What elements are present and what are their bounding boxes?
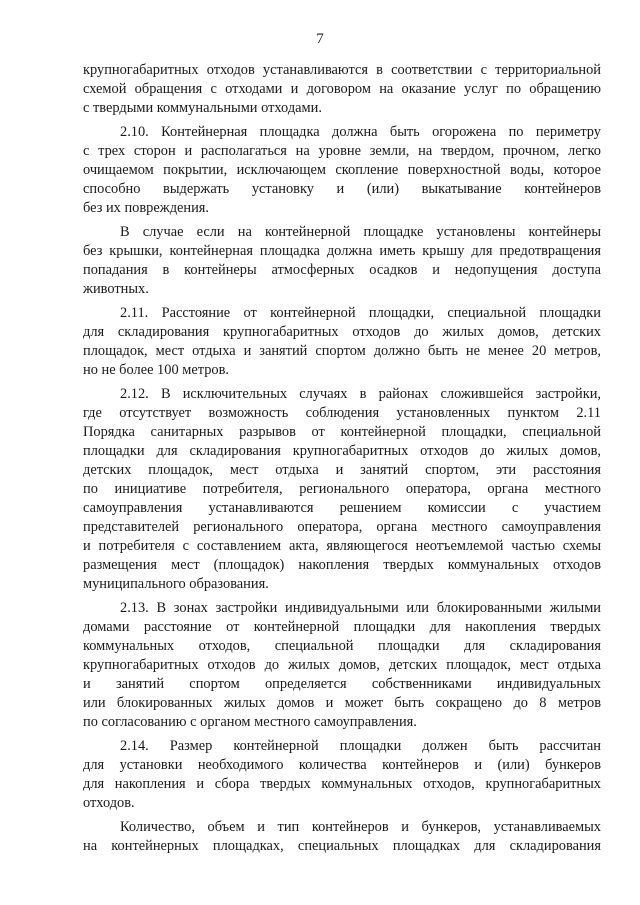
text-line: на контейнерных площадках, специальных площадках для складирования [83,838,601,854]
text-line: с трех сторон и располагаться на уровне земли, на твердом, прочном, легко [83,143,601,159]
text-line: по согласованию с органом местного самоуправления. [83,714,417,730]
paragraph [83,385,601,594]
text-line: крупногабаритных отходов устанавливаются в соответствии с территориальной [83,62,601,78]
text-line: способно выдержать установку и (или) выкатывание контейнеров [83,181,601,197]
paragraph [83,818,601,856]
text-line: очищаемом покрытии, исключающем скопление поверхностной воды, которое [83,162,601,178]
paragraph [83,599,601,732]
text-line: самоуправления устанавливаются решением комиссии с участием [83,500,601,516]
text-line: муниципального образования. [83,576,269,592]
text-line: по инициативе потребителя, регионального оператора, органа местного [83,481,601,497]
text-line: площадок, мест отдыха и занятий спортом должно быть не менее 20 метров, [83,343,601,359]
text-line: крупногабаритных отходов до жилых домов, детских площадок, мест отдыха [83,657,601,673]
text-line: площадки для складирования крупногабаритных отходов до жилых домов, [83,443,601,459]
text-line: Количество, объем и тип контейнеров и бункеров, устанавливаемых [120,819,601,835]
text-line: 2.13. В зонах застройки индивидуальными или блокированными жилыми [120,600,601,616]
text-line: Порядка санитарных разрывов от контейнерной площадки, специальной [83,424,601,440]
page-number: 7 [316,31,324,47]
text-line: с твердыми коммунальными отходами. [83,100,322,116]
text-line: В случае если на контейнерной площадке установлены контейнеры [120,224,601,240]
text-line: для складирования крупногабаритных отходов до жилых домов, детских [83,324,601,340]
paragraph [83,304,601,380]
text-line: но не более 100 метров. [83,362,229,378]
text-line: представителей регионального оператора, органа местного самоуправления [83,519,601,535]
text-line: 2.11. Расстояние от контейнерной площадки, специальной площадки [120,305,601,321]
text-line: для установки необходимого количества контейнеров и (или) бункеров [83,757,601,773]
paragraph [83,123,601,218]
text-line: и потребителя с составлением акта, являющегося неотъемлемой частью схемы [83,538,601,554]
text-line: 2.12. В исключительных случаях в районах сложившейся застройки, [120,386,601,402]
text-line: детских площадок, мест отдыха и занятий спортом, эти расстояния [83,462,601,478]
text-line: без крышки, контейнерная площадка должна иметь крышу для предотвращения [83,243,601,259]
text-line: схемой обращения с отходами и договором на оказание услуг по обращению [83,81,601,97]
text-line: и занятий спортом определяется собственниками индивидуальных [83,676,601,692]
text-line: попадания в контейнеры атмосферных осадков и недопущения доступа [83,262,601,278]
text-line: коммунальных отходов, специальной площадки для складирования [83,638,601,654]
paragraph [83,737,601,813]
text-line: животных. [83,281,149,297]
text-line: или блокированных жилых домов и может быть сокращено до 8 метров [83,695,601,711]
paragraph [83,223,601,299]
text-line: домами расстояние от контейнерной площадки для накопления твердых [83,619,601,635]
document-body [83,61,601,856]
text-line: для накопления и сбора твердых коммунальных отходов, крупногабаритных [83,776,601,792]
text-line: 2.14. Размер контейнерной площадки должен быть рассчитан [120,738,601,754]
text-line: 2.10. Контейнерная площадка должна быть огорожена по периметру [120,124,601,140]
text-line: без их повреждения. [83,200,210,216]
text-line: где отсутствует возможность соблюдения установленных пунктом 2.11 [83,405,601,421]
text-line: отходов. [83,795,135,811]
paragraph [83,61,601,118]
text-line: размещения мест (площадок) накопления твердых коммунальных отходов [83,557,601,573]
